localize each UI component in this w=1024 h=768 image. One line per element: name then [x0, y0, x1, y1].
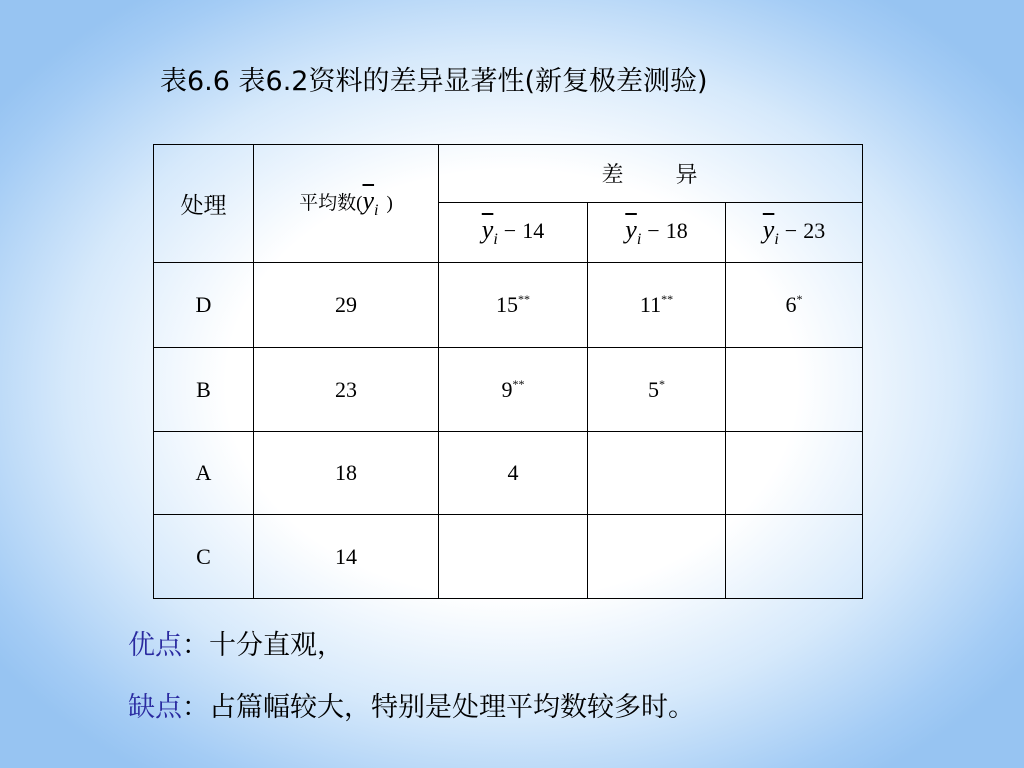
- diff-cell: 6*: [726, 263, 863, 348]
- disadvantage-text: ：占篇幅较大，特别是处理平均数较多时。: [182, 692, 695, 723]
- diff-cell: 4: [439, 432, 588, 515]
- disadvantage-label: 缺点: [128, 692, 182, 723]
- treatment-cell: B: [154, 348, 254, 432]
- header-diff-23: $\overline{y}_i - 23$: [726, 203, 863, 263]
- diff-cell: 11**: [588, 263, 726, 348]
- mean-cell: 14: [254, 515, 439, 599]
- mean-cell: 23: [254, 348, 439, 432]
- diff-cell: [726, 348, 863, 432]
- mean-cell: 18: [254, 432, 439, 515]
- advantage-label: 优点: [128, 630, 182, 661]
- difference-significance-table: [153, 144, 863, 599]
- table-row: [154, 432, 863, 515]
- table-row: [154, 515, 863, 599]
- disadvantage-note: [128, 688, 695, 728]
- diff-cell: [439, 515, 588, 599]
- header-difference: 差 异: [439, 145, 863, 203]
- diff-cell: [726, 515, 863, 599]
- table-row: [154, 263, 863, 348]
- treatment-cell: C: [154, 515, 254, 599]
- diff-cell: [588, 515, 726, 599]
- treatment-cell: D: [154, 263, 254, 348]
- diff-cell: [588, 432, 726, 515]
- diff-cell: [726, 432, 863, 515]
- advantage-text: ：十分直观，: [182, 630, 344, 661]
- header-diff-18: $\overline{y}_i - 18$: [588, 203, 726, 263]
- treatment-cell: A: [154, 432, 254, 515]
- table-row: [154, 348, 863, 432]
- header-mean: 平均数($\overline{y}_i$ ): [254, 145, 439, 263]
- header-diff-14: $\overline{y}_i - 14$: [439, 203, 588, 263]
- y-bar-symbol: $\overline{y}$: [362, 185, 375, 215]
- diff-cell: 9**: [439, 348, 588, 432]
- mean-cell: 29: [254, 263, 439, 348]
- page-title: 表6.6 表6.2资料的差异显著性(新复极差测验): [160, 66, 708, 97]
- header-treatment: 处理: [154, 145, 254, 263]
- advantage-note: [128, 626, 344, 666]
- diff-cell: 15**: [439, 263, 588, 348]
- diff-cell: 5*: [588, 348, 726, 432]
